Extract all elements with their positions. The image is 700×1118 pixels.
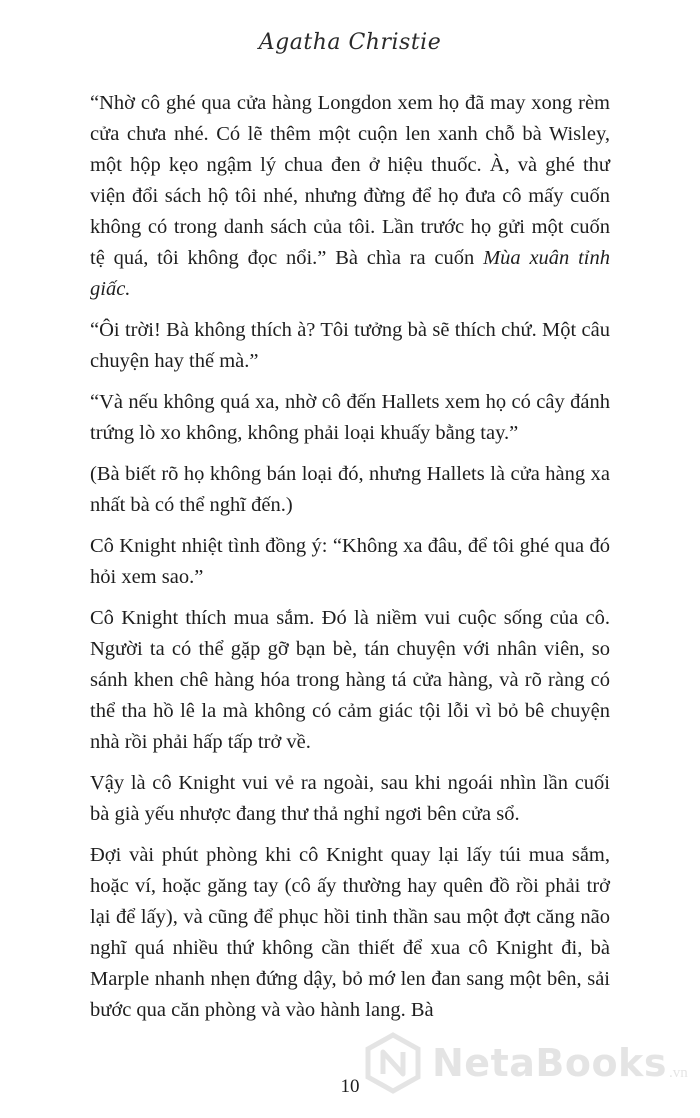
paragraph: “Và nếu không quá xa, nhờ cô đến Hallets xem họ có cây đánh trứng lò xo không, không phải loại khuấy bằng tay.” — [90, 391, 610, 444]
netabooks-logo-icon — [362, 1032, 424, 1094]
book-title-italic: Mùa xuân tỉnh giấc. — [90, 247, 610, 300]
body-text — [90, 88, 610, 1036]
paragraph-text: “Nhờ cô ghé qua cửa hàng Longdon xem họ đã may xong rèm cửa chưa nhé. Có lẽ thêm một cuộn len xanh chỗ bà Wisley, một hộp kẹo ngậm lý chua đen ở hiệu thuốc. À, và ghé thư viện đổi sách hộ tôi nhé, nhưng đừng để họ đưa cô mấy cuốn không có trong danh sách của tôi. Lần trước họ gửi một cuốn tệ quá, tôi không đọc nổi.” Bà chìa ra cuốn — [90, 92, 610, 269]
paragraph — [90, 88, 610, 305]
watermark-suffix: .vn — [668, 1065, 688, 1081]
paragraph: “Ôi trời! Bà không thích à? Tôi tưởng bà sẽ thích chứ. Một câu chuyện hay thế mà.” — [90, 319, 610, 372]
page-number: 10 — [340, 1076, 360, 1097]
paragraph: Cô Knight thích mua sắm. Đó là niềm vui cuộc sống của cô. Người ta có thể gặp gỡ bạn bè, tán chuyện với nhân viên, so sánh khen chê hàng hóa trong hàng tá cửa hàng, và rõ ràng có thể tha hồ lê la mà không có cảm giác tội lỗi vì bỏ bê chuyện nhà rồi phải hấp tấp trở về. — [90, 607, 610, 753]
paragraph: (Bà biết rõ họ không bán loại đó, nhưng Hallets là cửa hàng xa nhất bà có thể nghĩ đến.) — [90, 463, 610, 516]
paragraph: Đợi vài phút phòng khi cô Knight quay lại lấy túi mua sắm, hoặc ví, hoặc găng tay (cô ấy thường hay quên đồ rồi phải trở lại để lấy), và cũng để phục hồi tinh thần sau một đợt căng não nghĩ quá nhiều thứ không cần thiết để xua cô Knight đi, bà Marple nhanh nhẹn đứng dậy, bỏ mớ len đan sang một bên, sải bước qua căn phòng và vào hành lang. Bà — [90, 844, 610, 1021]
author-signature: Agatha Christie — [258, 30, 442, 55]
watermark-brand: NetaBooks — [432, 1041, 667, 1085]
paragraph: Cô Knight nhiệt tình đồng ý: “Không xa đâu, để tôi ghé qua đó hỏi xem sao.” — [90, 535, 610, 588]
watermark — [362, 1028, 688, 1098]
paragraph: Vậy là cô Knight vui vẻ ra ngoài, sau khi ngoái nhìn lần cuối bà già yếu nhược đang thư thả nghỉ ngơi bên cửa sổ. — [90, 772, 610, 825]
